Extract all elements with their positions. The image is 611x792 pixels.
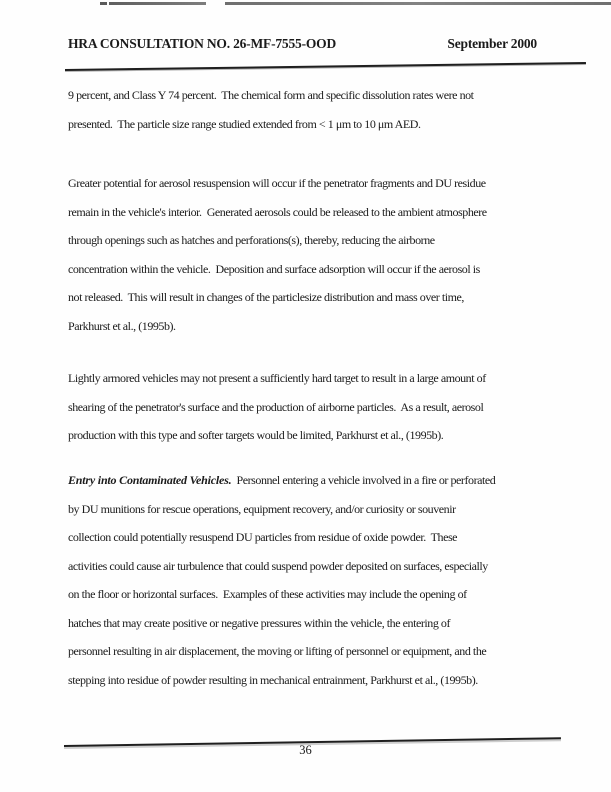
text-line: 9 percent, and Class Y 74 percent. The chemical form and specific dissolution rates were not [68, 88, 474, 102]
text-line: activities could cause air turbulence that could suspend powder deposited on surfaces, especially [68, 558, 488, 573]
text-line: presented. The particle size range studied extended from < 1 μm to 10 μm AED. [68, 116, 421, 131]
document-date: September 2000 [447, 36, 537, 51]
text-run: Personnel entering a vehicle involved in a fire or perforated [231, 473, 496, 487]
text-line: on the floor or horizontal surfaces. Examples of these activities may include the opening of [68, 587, 467, 601]
scan-artifact-bar-left [109, 2, 206, 5]
text-line [68, 466, 568, 495]
text-line: shearing of the penetrator's surface and the production of airborne particles. As a result, aerosol [68, 399, 484, 414]
page-number: 36 [299, 743, 312, 757]
text-line: concentration within the vehicle. Deposition and surface adsorption will occur if the aerosol is [68, 261, 480, 276]
header-rule [65, 62, 586, 71]
paragraph-1 [68, 81, 568, 138]
text-line: remain in the vehicle's interior. Generated aerosols could be released to the ambient atmosphere [68, 204, 487, 219]
scan-artifact-dash [100, 2, 107, 5]
text-line: production with this type and softer targets would be limited, Parkhurst et al., (1995b). [68, 428, 444, 442]
paragraph-3 [68, 364, 568, 450]
scan-artifact-bar-right [225, 2, 611, 5]
paragraph-4 [68, 466, 568, 694]
text-line: Parkhurst et al., (1995b). [68, 318, 176, 333]
document-id: HRA CONSULTATION NO. 26-MF-7555-OOD [68, 36, 337, 51]
section-heading-run-in: Entry into Contaminated Vehicles. [68, 473, 232, 487]
text-line: by DU munitions for rescue operations, equipment recovery, and/or curiosity or souvenir [68, 501, 456, 516]
text-line: through openings such as hatches and perforations(s), thereby, reducing the airborne [68, 233, 435, 247]
text-line: not released. This will result in changes of the particlesize distribution and mass over time, [68, 290, 464, 304]
paragraph-2 [68, 169, 568, 340]
text-line: Lightly armored vehicles may not present a sufficiently hard target to result in a large amount of [68, 371, 486, 385]
text-line: Greater potential for aerosol resuspension will occur if the penetrator fragments and DU residue [68, 176, 486, 190]
text-line: collection could potentially resuspend DU particles from residue of oxide powder. These [68, 530, 458, 544]
text-line: stepping into residue of powder resulting in mechanical entrainment, Parkhurst et al., (1995b). [68, 672, 478, 687]
text-line: personnel resulting in air displacement, the moving or lifting of personnel or equipment, and the [68, 644, 487, 658]
page-header [68, 36, 537, 52]
text-line: hatches that may create positive or negative pressures within the vehicle, the entering of [68, 615, 451, 630]
